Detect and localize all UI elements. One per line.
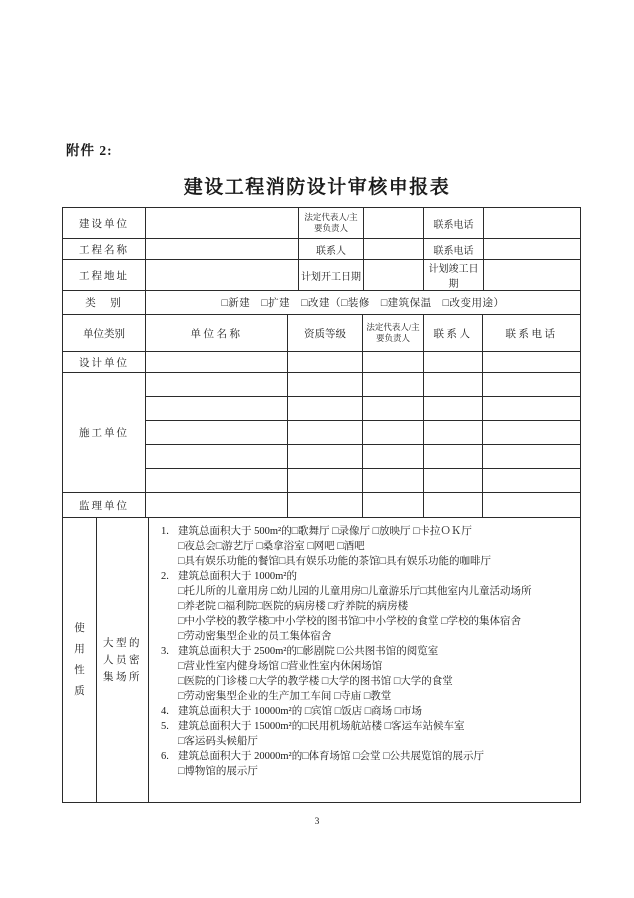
project-name-label: 工程名称	[63, 239, 146, 260]
crowded-places-label-line: 人员密	[103, 654, 142, 666]
construction-unit-contact-cell	[424, 445, 483, 469]
checkbox-line: 建筑总面积大于 2500m²的□影剧院 □公共图书馆的阅览室	[178, 646, 439, 657]
construction-unit-phone-cell	[483, 421, 581, 445]
checkbox-line: □医院的门诊楼 □大学的教学楼 □大学的图书馆 □大学的食堂	[178, 676, 453, 687]
project-name-value-cell	[146, 239, 299, 260]
contact-phone-label-2: 联系电话	[424, 239, 484, 260]
checkbox-line: □劳动密集型企业的生产加工车间 □寺庙 □教堂	[178, 691, 392, 702]
usage-item-3	[161, 644, 576, 704]
item-number: 5.	[161, 721, 169, 732]
planned-completion-date-value-cell	[484, 260, 581, 291]
category-checkbox-options: □新建 □扩建 □改建（□装修 □建筑保温 □改变用途）	[146, 291, 581, 315]
construction-unit-qualification-cell	[288, 421, 363, 445]
usage-checkbox-list	[149, 518, 581, 803]
construction-unit-contact-cell	[424, 421, 483, 445]
checkbox-line: 建筑总面积大于 20000m²的□体育场馆 □会堂 □公共展览馆的展示厅	[178, 751, 484, 762]
project-address-value-cell	[146, 260, 299, 291]
usage-item-4	[161, 704, 576, 719]
contact-person-label: 联系人	[299, 239, 364, 260]
info-row-construction-unit	[63, 208, 581, 239]
checkbox-line: □托儿所的儿童用房 □幼儿园的儿童用房□儿童游乐厅□其他室内儿童活动场所	[178, 586, 532, 597]
checkbox-line: □具有娱乐功能的餐馆□具有娱乐功能的茶馆□具有娱乐功能的咖啡厅	[178, 556, 492, 567]
crowded-places-label-line: 大型的	[103, 637, 142, 649]
design-unit-row	[63, 352, 581, 373]
construction-unit-group-label: 施工单位	[63, 373, 146, 493]
usage-item-1	[161, 524, 576, 569]
construction-unit-contact-cell	[424, 373, 483, 397]
checkbox-line: □客运码头候船厅	[178, 736, 258, 747]
planned-start-date-label: 计划开工日期	[299, 260, 364, 291]
construction-unit-row	[63, 373, 581, 397]
item-number: 1.	[161, 526, 169, 537]
qualification-level-header: 资质等级	[288, 315, 363, 352]
construction-unit-phone-cell	[483, 373, 581, 397]
construction-unit-legal-rep-cell	[363, 373, 424, 397]
construction-unit-phone-cell	[483, 445, 581, 469]
info-row-project-name	[63, 239, 581, 260]
supervision-unit-qualification-cell	[288, 493, 363, 518]
design-unit-contact-cell	[424, 352, 483, 373]
construction-unit-value-cell	[146, 208, 299, 239]
info-table	[62, 207, 581, 315]
design-unit-legal-rep-cell	[363, 352, 424, 373]
contact-phone-label-1: 联系电话	[424, 208, 484, 239]
item-number: 3.	[161, 646, 169, 657]
legal-representative-header: 法定代表人/主要负责人	[363, 315, 424, 352]
page-number: 3	[314, 817, 320, 827]
construction-unit-contact-cell	[424, 397, 483, 421]
contact-person-header: 联系人	[424, 315, 483, 352]
checkbox-line: □养老院 □福利院□医院的病房楼 □疗养院的病房楼	[178, 601, 409, 612]
construction-unit-qualification-cell	[288, 373, 363, 397]
item-number: 4.	[161, 706, 169, 717]
checkbox-line: □中小学校的教学楼□中小学校的图书馆□中小学校的食堂 □学校的集体宿舍	[178, 616, 521, 627]
attachment-label: 附件 2:	[66, 143, 113, 158]
construction-unit-legal-rep-cell	[363, 445, 424, 469]
info-row-project-address	[63, 260, 581, 291]
planned-completion-date-label: 计划竣工日期	[424, 260, 484, 291]
legal-representative-label: 法定代表人/主要负责人	[299, 208, 364, 239]
construction-unit-qualification-cell	[288, 445, 363, 469]
construction-unit-phone-cell	[483, 469, 581, 493]
item-number: 6.	[161, 751, 169, 762]
checkbox-line: 建筑总面积大于 500m²的□歌舞厅 □录像厅 □放映厅 □卡拉ＯＫ厅	[178, 526, 472, 537]
design-unit-name-cell	[146, 352, 288, 373]
contact-phone-value-cell-1	[484, 208, 581, 239]
planned-start-date-value-cell	[364, 260, 424, 291]
legal-representative-value-cell	[364, 208, 424, 239]
supervision-unit-label: 监理单位	[63, 493, 146, 518]
supervision-unit-legal-rep-cell	[363, 493, 424, 518]
construction-unit-legal-rep-cell	[363, 421, 424, 445]
usage-row	[63, 518, 581, 803]
usage-nature-char: 性	[74, 665, 85, 676]
usage-nature-char: 使	[74, 623, 85, 634]
supervision-unit-row	[63, 493, 581, 518]
contact-person-value-cell	[364, 239, 424, 260]
crowded-places-label-line: 集场所	[103, 671, 142, 683]
usage-item-6	[161, 749, 576, 779]
construction-unit-name-cell	[146, 421, 288, 445]
supervision-unit-phone-cell	[483, 493, 581, 518]
usage-nature-char: 用	[74, 644, 85, 655]
usage-item-2	[161, 569, 576, 644]
usage-nature-label	[63, 518, 97, 803]
checkbox-line: 建筑总面积大于 10000m²的 □宾馆 □饭店 □商场 □市场	[178, 706, 423, 717]
design-unit-label: 设计单位	[63, 352, 146, 373]
design-unit-phone-cell	[483, 352, 581, 373]
project-address-label: 工程地址	[63, 260, 146, 291]
info-row-category	[63, 291, 581, 315]
unit-category-header: 单位类别	[63, 315, 146, 352]
construction-unit-name-cell	[146, 445, 288, 469]
checkbox-line: □营业性室内健身场馆 □营业性室内休闲场馆	[178, 661, 383, 672]
crowded-places-label	[97, 518, 149, 803]
supervision-unit-name-cell	[146, 493, 288, 518]
construction-unit-phone-cell	[483, 397, 581, 421]
checkbox-line: □夜总会□游艺厅 □桑拿浴室 □网吧 □酒吧	[178, 541, 365, 552]
construction-unit-label: 建设单位	[63, 208, 146, 239]
construction-unit-contact-cell	[424, 469, 483, 493]
usage-table	[62, 517, 581, 803]
construction-unit-legal-rep-cell	[363, 469, 424, 493]
supervision-unit-contact-cell	[424, 493, 483, 518]
application-form	[62, 207, 580, 803]
checkbox-line: 建筑总面积大于 1000m²的	[178, 571, 297, 582]
construction-unit-name-cell	[146, 373, 288, 397]
design-unit-qualification-cell	[288, 352, 363, 373]
construction-unit-name-cell	[146, 397, 288, 421]
category-label: 类 别	[63, 291, 146, 315]
item-number: 2.	[161, 571, 169, 582]
unit-table	[62, 314, 581, 518]
checkbox-line: 建筑总面积大于 15000m²的□民用机场航站楼 □客运车站候车室	[178, 721, 465, 732]
unit-name-header: 单位名称	[146, 315, 288, 352]
construction-unit-name-cell	[146, 469, 288, 493]
checkbox-line: □博物馆的展示厅	[178, 766, 258, 777]
form-title: 建设工程消防设计审核申报表	[183, 177, 451, 198]
construction-unit-legal-rep-cell	[363, 397, 424, 421]
unit-header-row	[63, 315, 581, 352]
checkbox-line: □劳动密集型企业的员工集体宿舍	[178, 631, 332, 642]
contact-phone-value-cell-2	[484, 239, 581, 260]
construction-unit-qualification-cell	[288, 469, 363, 493]
construction-unit-qualification-cell	[288, 397, 363, 421]
usage-item-5	[161, 719, 576, 749]
usage-nature-char: 质	[74, 686, 85, 697]
contact-phone-header: 联系电话	[483, 315, 581, 352]
